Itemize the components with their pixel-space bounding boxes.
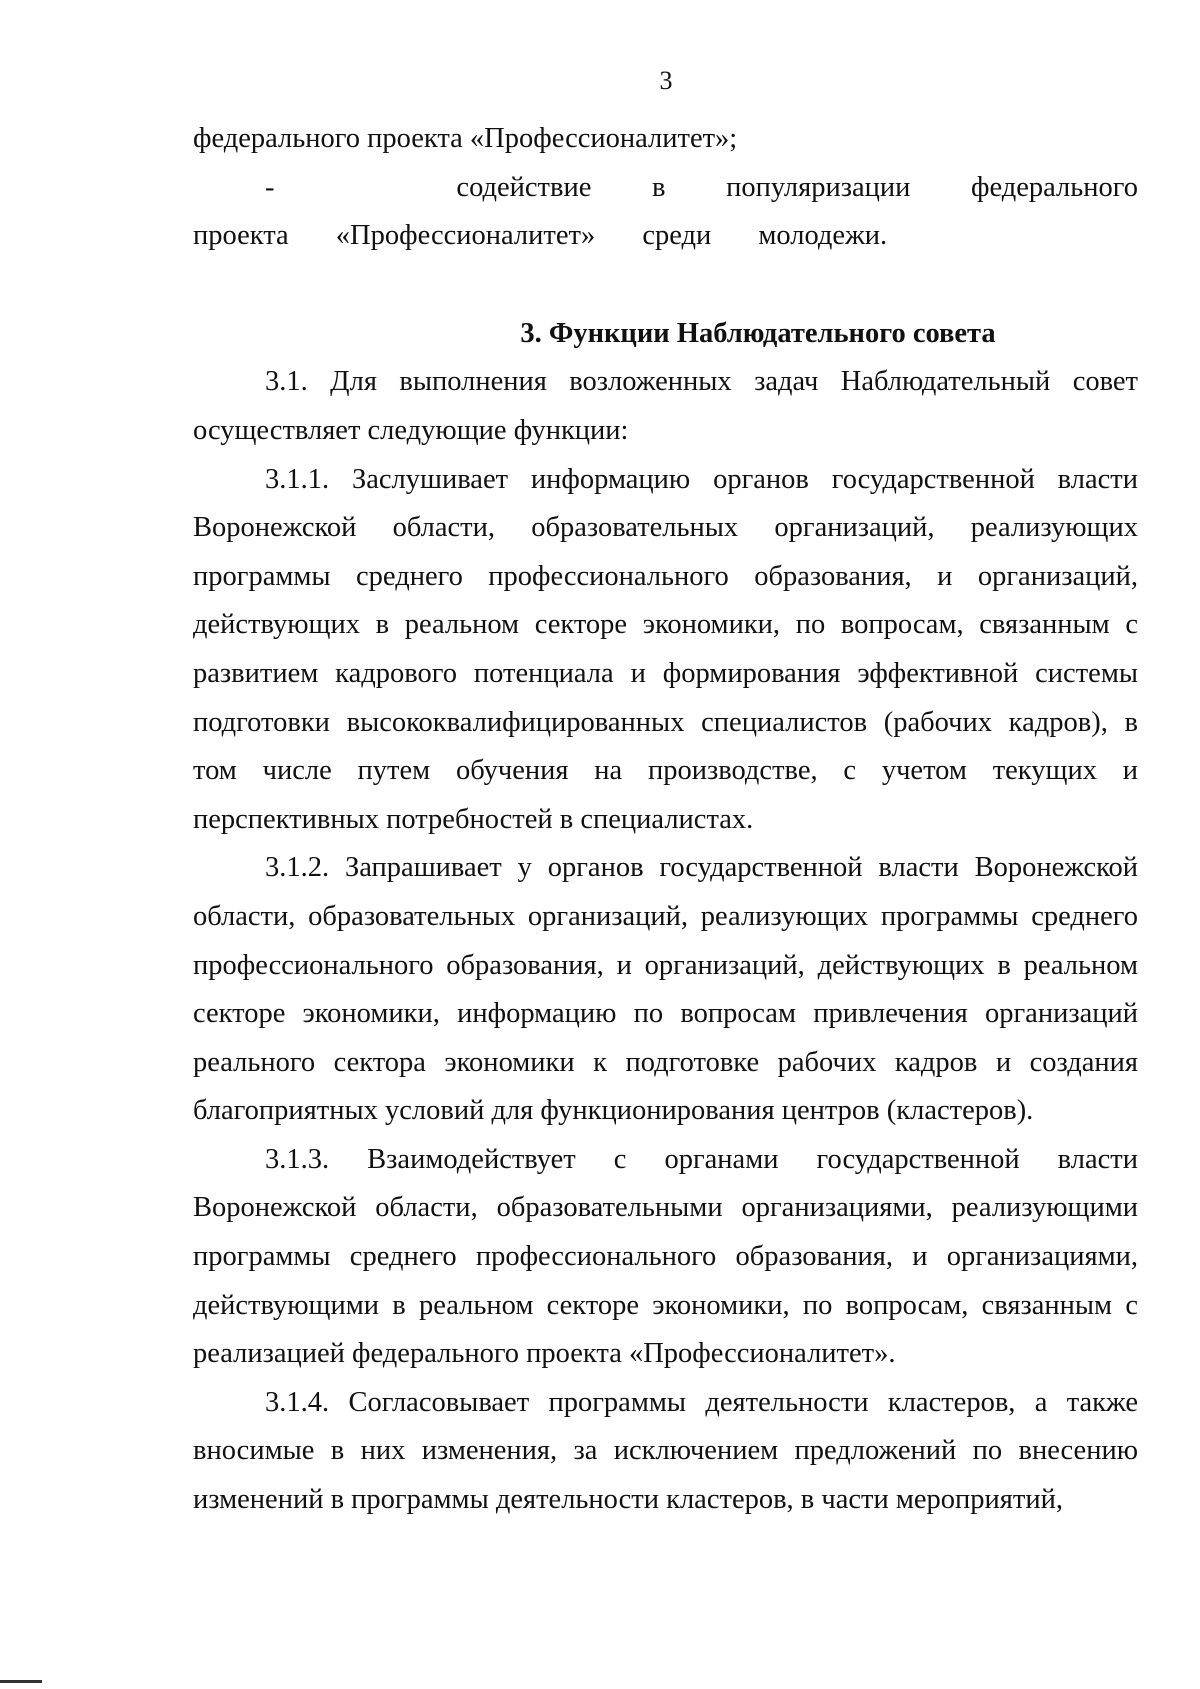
paragraph-3-1-1: 3.1.1. Заслушивает информацию органов государственной власти Воронежской области, образовательных организаций, реализующих программы среднего профессионального образования, и организаций, действующих в реальном секторе экономики, по вопросам, связанным с развитием кадрового потенциала и формирования эффективной системы подготовки высококвалифицированных специалистов (рабочих кадров), в том числе путем обучения на производстве, с учетом текущих и перспективных потребностей в специалистах. bbox=[193, 463, 1138, 835]
paragraph-3-1: 3.1. Для выполнения возложенных задач Наблюдательный совет осуществляет следующие функции: bbox=[193, 366, 1138, 446]
paragraph-3-1-3: 3.1.3. Взаимодействует с органами государственной власти Воронежской области, образовательными организациями, реализующими программы среднего профессионального образования, и организациями, действующими в реальном секторе экономики, по вопросам, связанным с реализацией федерального проекта «Профессионалитет». bbox=[193, 1143, 1138, 1370]
paragraph-3-1-4: 3.1.4. Согласовывает программы деятельности кластеров, а также вносимые в них изменения, за исключением предложений по внесению изменений в программы деятельности кластеров, в части мероприятий, bbox=[193, 1386, 1138, 1516]
page-number: 3 bbox=[659, 66, 673, 95]
scan-edge-mark bbox=[0, 1680, 42, 1683]
paragraph-continuation: федерального проекта «Профессионалитет»; bbox=[193, 123, 738, 154]
paragraph-3-1-2: 3.1.2. Запрашивает у органов государственной власти Воронежской области, образовательных организаций, реализующих программы среднего профессионального образования, и организаций, действующих в реальном секторе экономики, информацию по вопросам привлечения организаций реального сектора экономики к подготовке рабочих кадров и создания благоприятных условий для функционирования центров (кластеров). bbox=[193, 852, 1138, 1127]
list-item-popularization: - содействие в популяризации федерального проекта «Профессионалитет» среди молодежи. bbox=[193, 171, 1138, 252]
section-heading: 3. Функции Наблюдательного совета bbox=[520, 317, 996, 349]
document-body bbox=[193, 115, 1138, 1525]
